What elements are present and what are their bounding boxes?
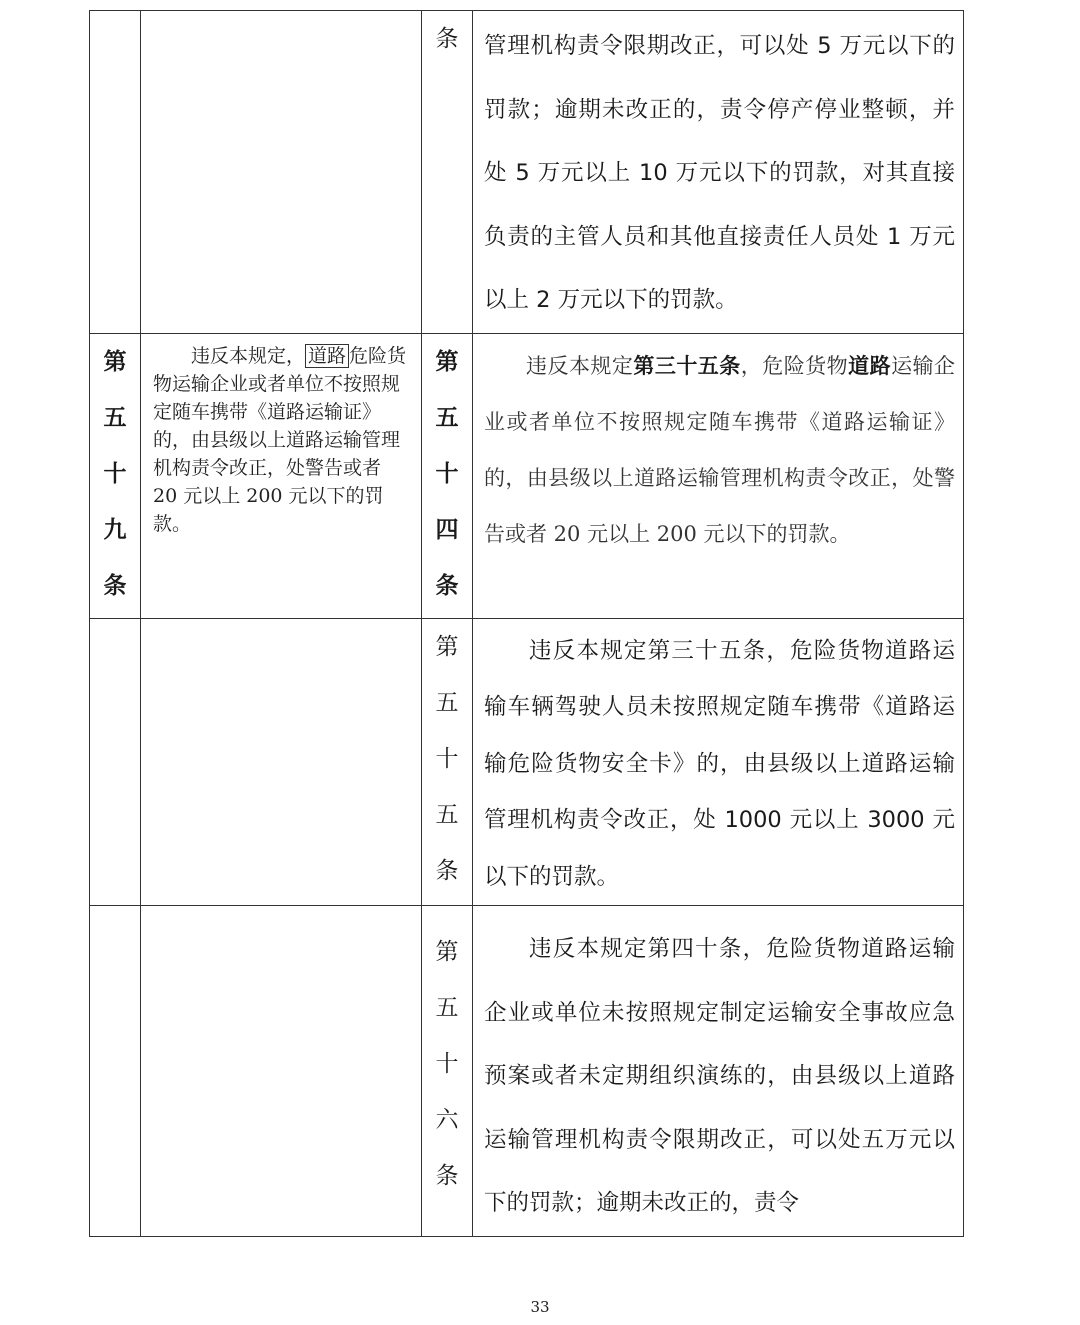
new-article-label-cell	[422, 618, 473, 906]
label-char: 第	[435, 939, 459, 965]
old-article-text-cell	[141, 906, 422, 1237]
new-article-text-cell	[473, 333, 964, 618]
new-article-label-cell	[422, 906, 473, 1237]
old-article-label-cell	[90, 333, 141, 618]
new-article-text-cell	[473, 906, 964, 1237]
text-segment: 违反本规定，	[191, 344, 306, 367]
label-char: 五	[435, 801, 459, 828]
new-article-label-cell	[422, 11, 473, 334]
label-char: 四	[435, 516, 459, 543]
label-char: 条	[103, 572, 127, 599]
comparison-table	[89, 10, 964, 1237]
label-char: 第	[435, 348, 459, 375]
label-char: 十	[435, 1051, 459, 1077]
text-segment: ，危险货物	[740, 353, 849, 378]
label-char: 第	[435, 633, 459, 660]
new-article-text: 违反本规定第三十五条，危险货物道路运输车辆驾驶人员未按照规定随车携带《道路运输危险货物安全卡》的，由县级以上道路运输管理机构责令改正，处 1000 元以上 3000 元以下的罚款。	[484, 637, 955, 890]
new-article-text-cell	[473, 11, 964, 334]
label-char: 条	[435, 1163, 459, 1189]
table-row	[90, 11, 964, 334]
table-row	[90, 906, 964, 1237]
label-char: 十	[103, 460, 127, 487]
new-article-text	[473, 334, 963, 562]
label-char: 第	[103, 348, 127, 375]
label-char: 五	[103, 404, 127, 431]
text-segment: 运输企业或者单位不按照规定随车携带《道路运输证》的，由县级以上道路运输管理机构责令改正，处警告或者 20 元以上 200 元以下的罚款。	[484, 353, 956, 546]
label-char: 六	[435, 1107, 459, 1133]
new-article-text: 管理机构责令限期改正，可以处 5 万元以下的罚款；逾期未改正的，责令停产停业整顿，并处 5 万元以上 10 万元以下的罚款，对其直接负责的主管人员和其他直接责任人员处 1 万元以上 2 万元以下的罚款。	[484, 33, 955, 313]
old-article-text-cell	[141, 618, 422, 906]
page-number: 33	[530, 1298, 550, 1316]
label-char: 五	[435, 404, 459, 431]
table-row	[90, 618, 964, 906]
label-char: 九	[103, 516, 127, 543]
old-article-text	[141, 334, 421, 538]
old-article-label-cell	[90, 618, 141, 906]
label-char: 五	[435, 995, 459, 1021]
label-char: 条	[435, 572, 459, 599]
table-row	[90, 333, 964, 618]
label-char: 条	[435, 857, 459, 884]
bold-segment: 道路	[848, 353, 892, 378]
text-segment: 违反本规定	[526, 353, 634, 378]
label-char: 五	[435, 689, 459, 716]
label-char: 十	[435, 745, 459, 772]
new-article-text-cell	[473, 618, 964, 906]
text-segment: 危险货物运输企业或者单位不按照规定随车携带《道路运输证》的，由县级以上道路运输管理机构责令改正，处警告或者 20 元以上 200 元以下的罚款。	[153, 344, 407, 535]
old-article-text-cell	[141, 333, 422, 618]
old-article-label-cell	[90, 11, 141, 334]
new-article-label-cell	[422, 333, 473, 618]
new-article-text: 违反本规定第四十条，危险货物道路运输企业或单位未按照规定制定运输安全事故应急预案或者未定期组织演练的，由县级以上道路运输管理机构责令限期改正，可以处五万元以下的罚款；逾期未改正的，责令	[484, 936, 955, 1216]
label-char: 条	[435, 26, 459, 52]
old-article-label-cell	[90, 906, 141, 1237]
bold-segment: 第三十五条	[633, 353, 741, 378]
boxed-word: 道路	[305, 344, 349, 368]
label-char: 十	[435, 460, 459, 487]
old-article-text-cell	[141, 11, 422, 334]
